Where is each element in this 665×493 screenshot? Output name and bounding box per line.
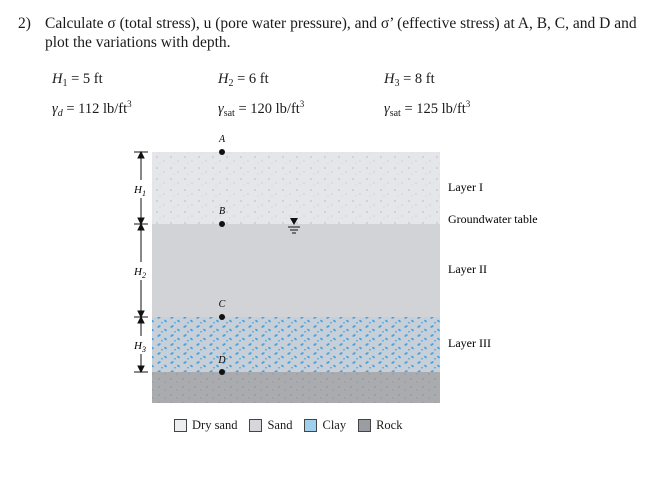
legend-label-sand: Sand — [267, 418, 293, 432]
legend — [174, 418, 414, 433]
legend-swatch-sand — [249, 419, 262, 432]
layer-sand — [152, 224, 440, 317]
layer-3-label: Layer III — [448, 336, 491, 350]
legend-item-dry-sand — [174, 418, 237, 433]
point-b-marker — [219, 221, 225, 227]
dim-h1-label: $H_1$ — [134, 184, 146, 198]
param-h2: $H_2 = 6$ ft — [218, 71, 269, 89]
point-c-marker — [219, 314, 225, 320]
point-d-label: D — [218, 355, 226, 366]
param-h1: $H_1 = 5$ ft — [52, 71, 103, 89]
legend-item-rock — [358, 418, 402, 433]
layer-clay — [152, 317, 440, 372]
point-a-label: A — [218, 134, 226, 145]
point-d-marker — [219, 369, 225, 375]
legend-swatch-rock — [358, 419, 371, 432]
param-gamma1: $\gamma_d = 112$ $lb/ft^3$ — [52, 99, 132, 119]
param-gamma2: $\gamma_{sat} = 120$ $lb/ft^3$ — [218, 99, 305, 119]
legend-swatch-dry-sand — [174, 419, 187, 432]
layer-dry-sand — [152, 152, 440, 224]
layer-1-label: Layer I — [448, 180, 483, 194]
point-c-label: C — [218, 299, 226, 310]
layer-rock — [152, 372, 440, 403]
legend-label-rock: Rock — [376, 418, 403, 432]
point-a-marker — [219, 149, 225, 155]
legend-item-sand — [249, 418, 292, 433]
legend-swatch-clay — [304, 419, 317, 432]
layer-2-label: Layer II — [448, 262, 487, 276]
problem-number: 2) — [18, 15, 31, 32]
groundwater-table-label: Groundwater table — [448, 212, 538, 226]
dim-h3-label: $H_3$ — [134, 340, 146, 354]
point-b-label: B — [218, 206, 226, 217]
legend-item-clay — [304, 418, 346, 433]
dim-h2-label: $H_2$ — [134, 266, 146, 280]
problem-text: Calculate σ (total stress), u (pore water pressure), and σ’ (effective stress) at A, B, C, and D and plot the variations with depth. — [45, 15, 637, 51]
legend-label-dry-sand: Dry sand — [192, 418, 238, 432]
param-h3: $H_3 = 8$ ft — [384, 71, 435, 89]
param-gamma3: $\gamma_{sat} = 125$ $lb/ft^3$ — [384, 99, 471, 119]
legend-label-clay: Clay — [322, 418, 347, 432]
